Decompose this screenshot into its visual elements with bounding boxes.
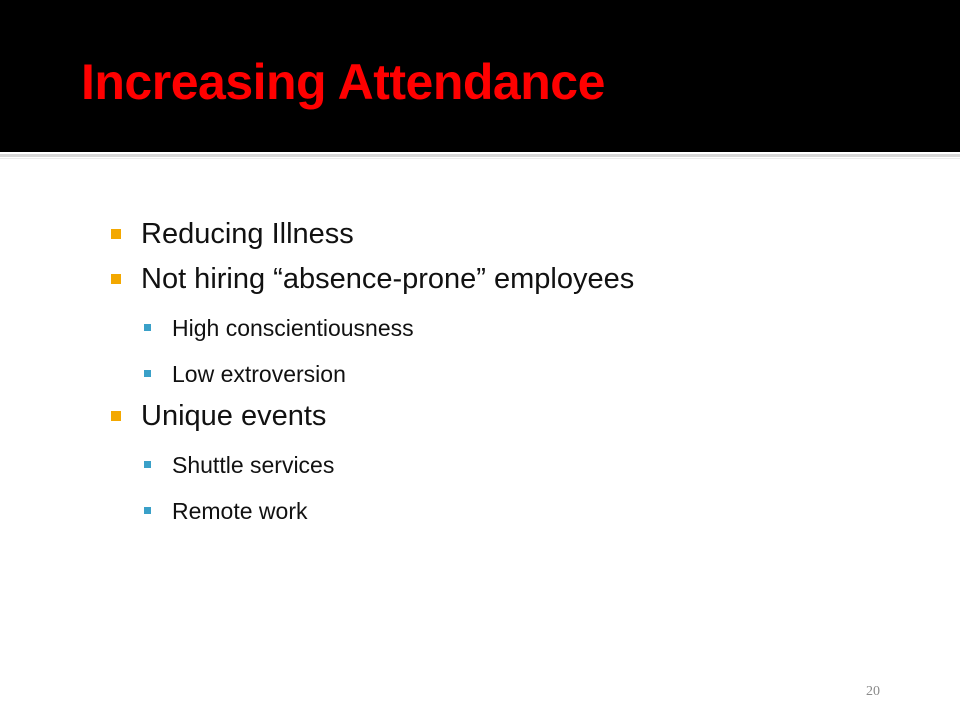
sub-bullet-square-icon	[144, 507, 151, 514]
bullet-item: Not hiring “absence-prone” employees	[141, 263, 635, 295]
slide-title: Increasing Attendance	[81, 54, 605, 110]
sub-bullet-item: Shuttle services	[172, 452, 335, 478]
sub-bullet-item: Low extroversion	[172, 361, 346, 387]
bullet-square-icon	[111, 411, 121, 421]
sub-bullet-square-icon	[144, 370, 151, 377]
page-number: 20	[866, 684, 880, 699]
sub-bullet-item: High conscientiousness	[172, 315, 414, 341]
bullet-square-icon	[111, 274, 121, 284]
bullet-item: Reducing Illness	[141, 218, 354, 250]
sub-bullet-item: Remote work	[172, 498, 308, 524]
bullet-item: Unique events	[141, 400, 327, 432]
bullet-square-icon	[111, 229, 121, 239]
sub-bullet-square-icon	[144, 461, 151, 468]
sub-bullet-square-icon	[144, 324, 151, 331]
